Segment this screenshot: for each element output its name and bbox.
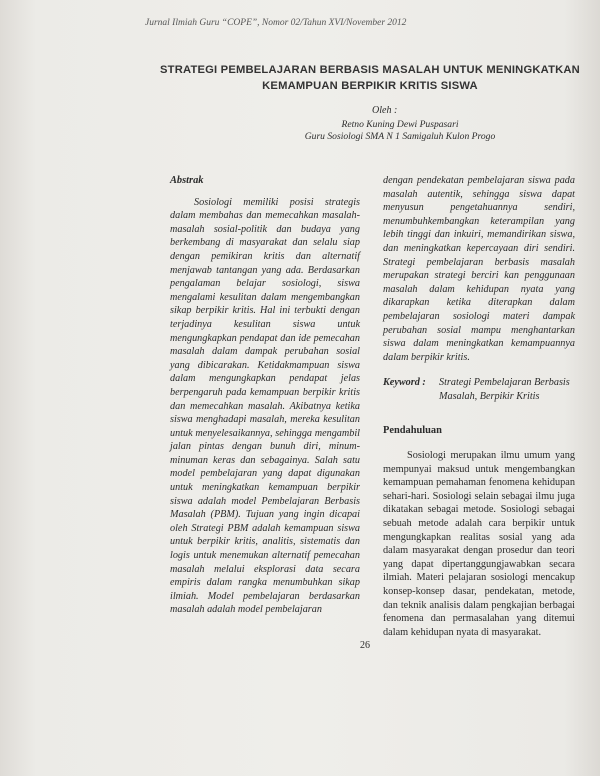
- paper-title: STRATEGI PEMBELAJARAN BERBASIS MASALAH UNTUK MENINGKATKAN KEMAMPUAN BERPIKIR KRITIS SISWA: [160, 64, 580, 92]
- left-column: [170, 174, 360, 617]
- abstract-text-right: dengan pendekatan pembelajaran siswa pada masalah autentik, sehingga siswa dapat menyusun pengetahuannya sendiri, menumbuhkembangkan keterampilan yang lebih tinggi dan inkuiri, memandirikan siswa, dan meningkatkan kepercayaan diri sendiri. Strategi pembelajaran berbasis masalah merupakan strategi berciri kan penggunaan masalah dalam kehidupan nyata yang dikarapkan ketika diterapkan dalam pembelajaran sosiologi materi dampak perubahan sosial mampu menghantarkan siswa dalam meningkatkan kemampuannya dalam berpikir kritis.: [383, 175, 575, 363]
- keyword-text: Strategi Pembelajaran Berbasis Masalah, Berpikir Kritis: [439, 377, 570, 402]
- intro-heading: Pendahuluan: [383, 424, 442, 436]
- right-column: [383, 174, 575, 639]
- running-header: Jurnal Ilmiah Guru “COPE”, Nomor 02/Tahun XVI/November 2012: [145, 18, 407, 28]
- abstract-text-left: Sosiologi memiliki posisi strategis dalam membahas dan memecahkan masalah-masalah sosial-politik dan budaya yang berkembang di masyarakat dan selalu siap dengan pemikiran kritis dan alternatif menjawab tantangan yang ada. Berdasarkan pengalaman belajar sosiologi, siswa mengalami kesulitan dalam mengembangkan sikap berpikir kritis. Hal ini terbukti dengan terjadinya kesulitan siswa untuk mengungkapkan pendapat dan ide pemecahan masalah dalam dampak perubahan sosial yang dibicarakan. Ketidakmampuan siswa dalam mengungkapkan pendapat jelas berpengaruh pada kemampuan berpikir kritis dan memecahkan masalah. Akibatnya ketika siswa menghadapi masalah, mereka kesulitan untuk menyelesaikannya, sehingga mengambil jalan pintas dengan bunuh diri, minum-minuman keras dan sebagainya. Salah satu model pembelajaran yang dapat digunakan untuk meningkatkan kemampuan berpikir siswa adalah model Pembelajaran Berbasis Masalah (PBM). Tujuan yang ingin dicapai oleh Strategi PBM adalah kemampuan siswa untuk berpikir kritis, analitis, sistematis dan logis untuk menemukan alternatif pemecahan masalah melalui eksplorasi data secara empiris dalam rangka menumbuhkan sikap ilmiah. Model pembelajaran berdasarkan masalah adalah model pembelajaran: [170, 196, 360, 616]
- keyword-label: Keyword :: [383, 377, 426, 389]
- abstract-heading: Abstrak: [170, 175, 204, 186]
- intro-text: Sosiologi merupakan ilmu umum yang mempunyai maksud untuk mengembangkan kemampuan pemahaman fenomena kehidupan sehari-hari. Sosiologi selain sebagai ilmu juga dikatakan sebagai metode. Sosiologi sebagai sebuah metode adalah cara berpikir untuk mengungkapkan realitas sosial yang ada dalam masyarakat dengan prosedur dan teori yang dapat dipertanggungjawabkan secara ilmiah. Materi pelajaran sosiologi mencakup konsep-konsep dasar, pendekatan, metode, dan teknik analisis dalam pengkajian berbagai fenomena dan permasalahan yang ditemui dalam kehidupan nyata di masyarakat.: [383, 450, 575, 638]
- page-number: 26: [360, 640, 370, 651]
- author-affiliation: Guru Sosiologi SMA N 1 Samigaluh Kulon Progo: [304, 131, 496, 142]
- author-name: Retno Kuning Dewi Puspasari: [341, 119, 459, 130]
- by-label: Oleh :: [372, 105, 398, 116]
- keyword-block: [383, 376, 575, 403]
